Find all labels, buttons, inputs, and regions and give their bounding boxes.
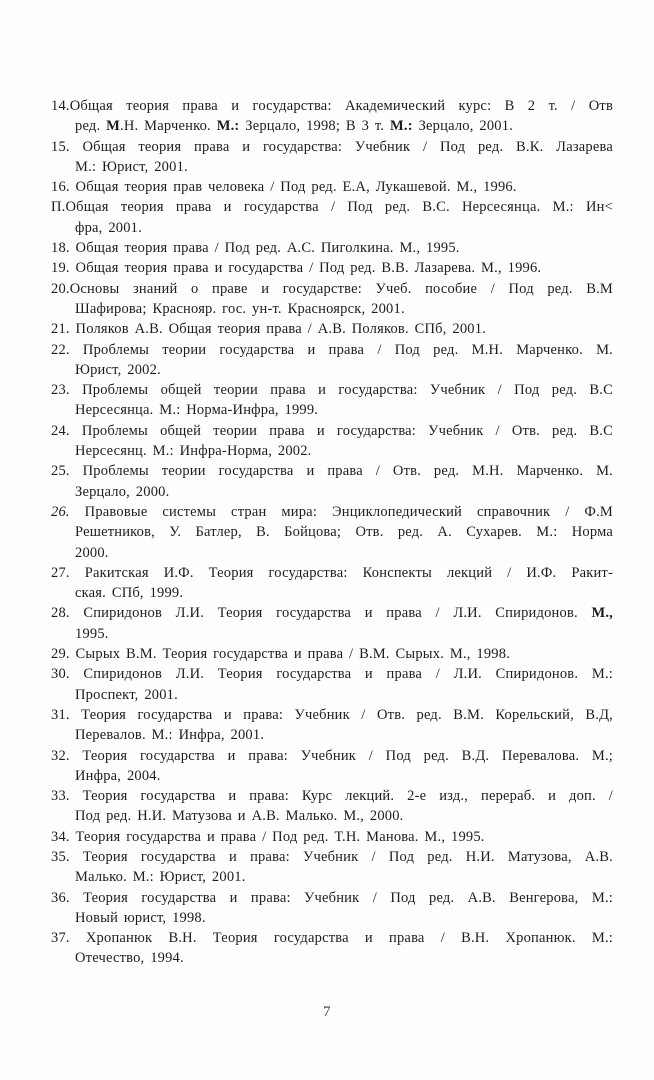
text-segment: 34. Теория государства и права / Под ред. Т.Н. Манова. М., 1995. (51, 828, 485, 845)
text-segment: М.: (390, 118, 413, 135)
reference-line (51, 360, 613, 380)
text-segment: 33. Теория государства и права: Курс лекций. 2-е изд., перераб. и доп. / (51, 788, 613, 805)
list-item (51, 177, 613, 197)
text-segment: .Н. Марченко. (120, 118, 217, 135)
text-segment: 31. Теория государства и права: Учебник / Отв. ред. В.М. Корельский, В.Д, (51, 706, 613, 723)
list-item (51, 502, 613, 563)
list-item (51, 380, 613, 421)
reference-line (51, 96, 613, 116)
text-segment: П.Общая теория права и государства / Под ред. В.С. Нерсесянца. М.: Ин< (51, 199, 613, 216)
reference-line (51, 279, 613, 299)
list-item (51, 197, 613, 238)
text-segment: М., (591, 605, 613, 622)
list-item (51, 461, 613, 502)
reference-line (51, 766, 613, 786)
text-segment: 28. Спиридонов Л.И. Теория государства и права / Л.И. Спиридонов. (51, 605, 592, 622)
page-number: 7 (323, 1004, 331, 1020)
text-segment: 2000. (75, 544, 109, 561)
list-item (51, 603, 613, 644)
reference-line (51, 421, 613, 441)
text-segment: Нерсесянц. М.: Инфра-Норма, 2002. (75, 443, 312, 460)
list-item (51, 847, 613, 888)
text-segment: 24. Проблемы общей теории права и государства: Учебник / Отв. ред. В.С (51, 422, 613, 439)
list-item (51, 340, 613, 381)
text-segment: Отечество, 1994. (75, 950, 184, 967)
reference-line (51, 218, 613, 238)
text-segment: Юрист, 2002. (75, 361, 161, 378)
reference-line (51, 502, 613, 522)
bibliography-list (51, 96, 613, 969)
reference-line (51, 705, 613, 725)
reference-line (51, 746, 613, 766)
text-segment: 25. Проблемы теории государства и права / Отв. ред. М.Н. Марченко. М. (51, 463, 613, 480)
reference-line (51, 847, 613, 867)
reference-line (51, 908, 613, 928)
text-segment: 21. Поляков А.В. Общая теория права / А.В. Поляков. СПб, 2001. (51, 321, 487, 338)
text-segment: 1995. (75, 625, 109, 642)
reference-line (51, 888, 613, 908)
text-segment: Зерцало, 1998; В 3 т. (239, 118, 390, 135)
list-item (51, 746, 613, 787)
list-item (51, 137, 613, 178)
text-segment: ред. (75, 118, 107, 135)
text-segment: 27. Ракитская И.Ф. Теория государства: Конспекты лекций / И.Ф. Ракит- (51, 564, 613, 581)
text-segment: М.: (216, 118, 240, 135)
reference-line (51, 664, 613, 684)
text-segment: Новый юрист, 1998. (75, 909, 206, 926)
text-segment: 26. (51, 503, 70, 520)
list-item (51, 279, 613, 320)
reference-line (51, 116, 613, 136)
reference-line (51, 157, 613, 177)
text-segment: 19. Общая теория права и государства / Под ред. В.В. Лазарева. М., 1996. (51, 260, 542, 277)
reference-line (51, 543, 613, 563)
text-segment: Малько. М.: Юрист, 2001. (75, 869, 246, 886)
list-item (51, 96, 613, 137)
list-item (51, 827, 613, 847)
list-item (51, 664, 613, 705)
list-item (51, 705, 613, 746)
text-segment: 35. Теория государства и права: Учебник / Под ред. Н.И. Матузова, А.В. (51, 848, 613, 865)
list-item (51, 786, 613, 827)
reference-line (51, 685, 613, 705)
text-segment: Шафирова; Краснояр. гос. ун-т. Красноярск, 2001. (75, 300, 405, 317)
text-segment: Проспект, 2001. (75, 686, 178, 703)
reference-line (51, 177, 613, 197)
text-segment: 29. Сырых В.М. Теория государства и права / В.М. Сырых. М., 1998. (51, 646, 511, 663)
text-segment: 23. Проблемы общей теории права и государства: Учебник / Под ред. В.С (51, 382, 613, 399)
text-segment: Правовые системы стран мира: Энциклопедический справочник / Ф.М (69, 503, 613, 520)
reference-line (51, 948, 613, 968)
text-segment: 37. Хропанюк В.Н. Теория государства и права / В.Н. Хропанюк. М.: (51, 930, 613, 947)
text-segment: Нерсесянца. М.: Норма-Инфра, 1999. (75, 402, 319, 419)
text-segment: М (106, 118, 121, 135)
text-segment: ская. СПб, 1999. (75, 585, 184, 602)
reference-line (51, 725, 613, 745)
reference-line (51, 197, 613, 217)
reference-line (51, 461, 613, 481)
reference-line (51, 258, 613, 278)
reference-line (51, 522, 613, 542)
text-segment: 15. Общая теория права и государства: Учебник / Под ред. В.К. Лазарева (51, 138, 613, 155)
text-segment: Инфра, 2004. (75, 767, 161, 784)
reference-line (51, 482, 613, 502)
text-segment: 30. Спиридонов Л.И. Теория государства и права / Л.И. Спиридонов. М.: (51, 666, 613, 683)
text-segment: Под ред. Н.И. Матузова и А.В. Малько. М., 2000. (75, 808, 404, 825)
list-item (51, 563, 613, 604)
reference-line (51, 928, 613, 948)
reference-line (51, 624, 613, 644)
reference-line (51, 340, 613, 360)
reference-line (51, 238, 613, 258)
reference-line (51, 806, 613, 826)
text-segment: 20.Основы знаний о праве и государстве: Учеб. пособие / Под ред. В.М (51, 280, 613, 297)
reference-line (51, 867, 613, 887)
reference-line (51, 380, 613, 400)
text-segment: Перевалов. М.: Инфра, 2001. (75, 727, 265, 744)
list-item (51, 644, 613, 664)
list-item (51, 258, 613, 278)
reference-line (51, 786, 613, 806)
list-item (51, 928, 613, 969)
text-segment: 36. Теория государства и права: Учебник / Под ред. А.В. Венгерова, М.: (51, 889, 613, 906)
reference-line (51, 137, 613, 157)
reference-line (51, 644, 613, 664)
list-item (51, 238, 613, 258)
reference-line (51, 400, 613, 420)
text-segment: М.: Юрист, 2001. (75, 158, 188, 175)
text-segment: Зерцало, 2001. (412, 118, 514, 135)
reference-line (51, 827, 613, 847)
text-segment: 16. Общая теория прав человека / Под ред. Е.А, Лукашевой. М., 1996. (51, 179, 517, 196)
text-segment: Решетников, У. Батлер, В. Бойцова; Отв. ред. А. Сухарев. М.: Норма (75, 524, 613, 541)
reference-line (51, 563, 613, 583)
text-segment: фра, 2001. (75, 219, 142, 236)
reference-line (51, 319, 613, 339)
text-segment: 14.Общая теория права и государства: Академический курс: В 2 т. / Отв (51, 98, 613, 114)
list-item (51, 319, 613, 339)
reference-line (51, 441, 613, 461)
reference-line (51, 299, 613, 319)
text-segment: 18. Общая теория права / Под ред. А.С. Пиголкина. М., 1995. (51, 240, 460, 257)
text-segment: 32. Теория государства и права: Учебник / Под ред. В.Д. Перевалова. М.; (51, 747, 613, 764)
list-item (51, 888, 613, 929)
list-item (51, 421, 613, 462)
reference-line (51, 583, 613, 603)
text-segment: Зерцало, 2000. (75, 483, 170, 500)
text-segment: 22. Проблемы теории государства и права / Под ред. М.Н. Марченко. М. (51, 341, 613, 358)
reference-line (51, 603, 613, 623)
